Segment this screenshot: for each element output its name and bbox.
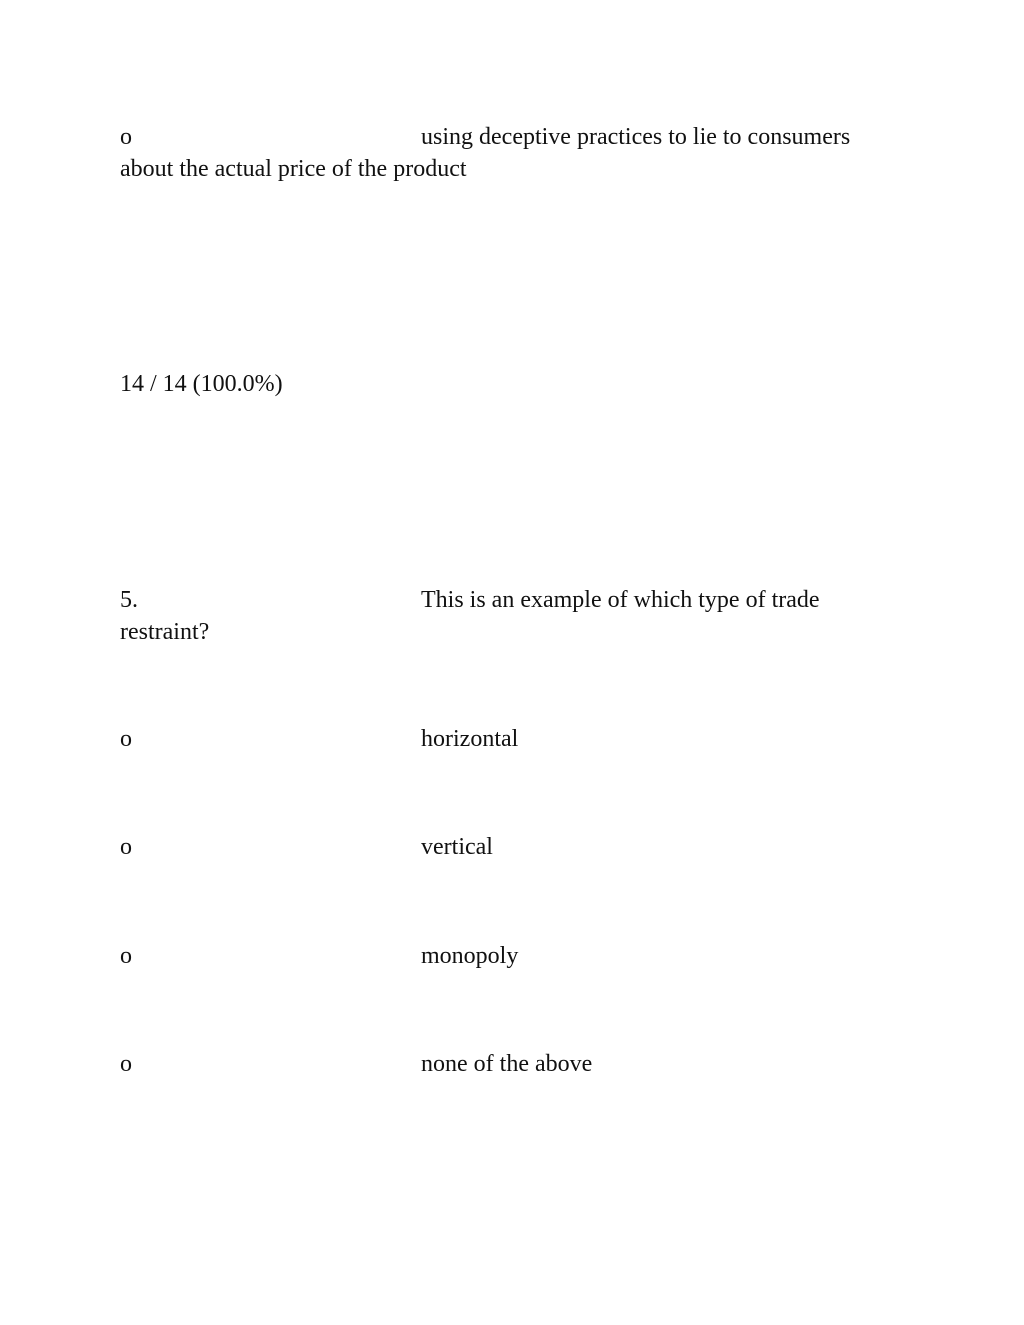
question-text-line-1: This is an example of which type of trade <box>421 587 820 613</box>
option-label: horizontal <box>421 726 519 752</box>
option-marker: o <box>120 124 132 150</box>
score-text: 14 / 14 (100.0%) <box>120 371 283 397</box>
option-marker: o <box>120 726 132 752</box>
option-marker: o <box>120 1051 132 1077</box>
option-label: none of the above <box>421 1051 593 1077</box>
option-text-line-1: using deceptive practices to lie to consumers <box>421 124 851 150</box>
option-label: vertical <box>421 834 493 860</box>
question-number: 5. <box>120 587 138 613</box>
option-label: monopoly <box>421 943 519 969</box>
option-marker: o <box>120 834 132 860</box>
question-text-line-2: restraint? <box>120 619 210 645</box>
option-marker: o <box>120 943 132 969</box>
option-text-line-2: about the actual price of the product <box>120 156 467 182</box>
